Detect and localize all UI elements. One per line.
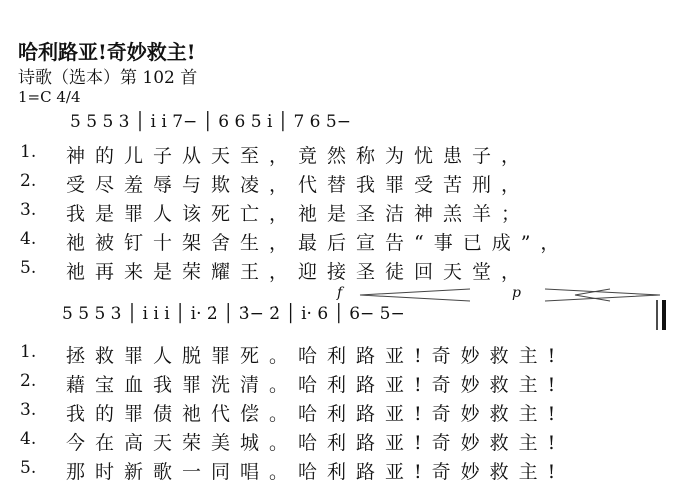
verse-number: 1. [20,142,37,162]
verse-number: 5. [20,258,37,278]
verse-number: 2. [20,171,37,191]
lyric-line: 神的儿子从天至，竟然称为忧患子， [66,145,531,167]
crescendo-hairpin [360,289,470,301]
verse-number: 4. [20,429,37,449]
lyric-line: 今在高天荣美城。哈利路亚!奇妙救主! [66,432,566,454]
lyric-line: 祂被钉十架舍生，最后宣告“事已成”， [66,232,570,254]
diminuendo-hairpin [545,289,660,301]
hymn-number: 诗歌（选本）第 102 首 [18,68,198,88]
verse-number: 2. [20,371,37,391]
verse-number: 5. [20,458,37,478]
hymn-title: 哈利路亚!奇妙救主! [18,40,196,64]
lyric-line: 那时新歌一同唱。哈利路亚!奇妙救主! [66,461,566,483]
verse-number: 1. [20,342,37,362]
lyric-line: 祂再来是荣耀王，迎接圣徒回天堂， [66,261,531,283]
melody-line-2: 5 5 5 3 │ i̇ i̇ i̇ │ i̇· 2̇ │ 3̇− 2̇ │ i̇· 6 │ 6− 5− [62,304,405,324]
key-signature: 1=C 4/4 [18,88,81,106]
melody-line-1: 5 5 5 3 │ i̇ i̇ 7− │ 6 6 5 i̇ │ 7 6 5− [70,112,351,132]
verse-number: 3. [20,200,37,220]
lyric-line: 拯救罪人脱罪死。哈利路亚!奇妙救主! [66,345,566,367]
lyric-line: 我是罪人该死亡，祂是圣洁神羔羊； [66,203,531,225]
lyric-line: 藉宝血我罪洗清。哈利路亚!奇妙救主! [66,374,566,396]
verse-number: 4. [20,229,37,249]
verse-number: 3. [20,400,37,420]
dynamic-piano: p [512,285,521,301]
lyric-line: 我的罪债祂代偿。哈利路亚!奇妙救主! [66,403,566,425]
lyric-line: 受尽羞辱与欺凌，代替我罪受苦刑， [66,174,531,196]
dynamic-forte: f [337,285,343,301]
